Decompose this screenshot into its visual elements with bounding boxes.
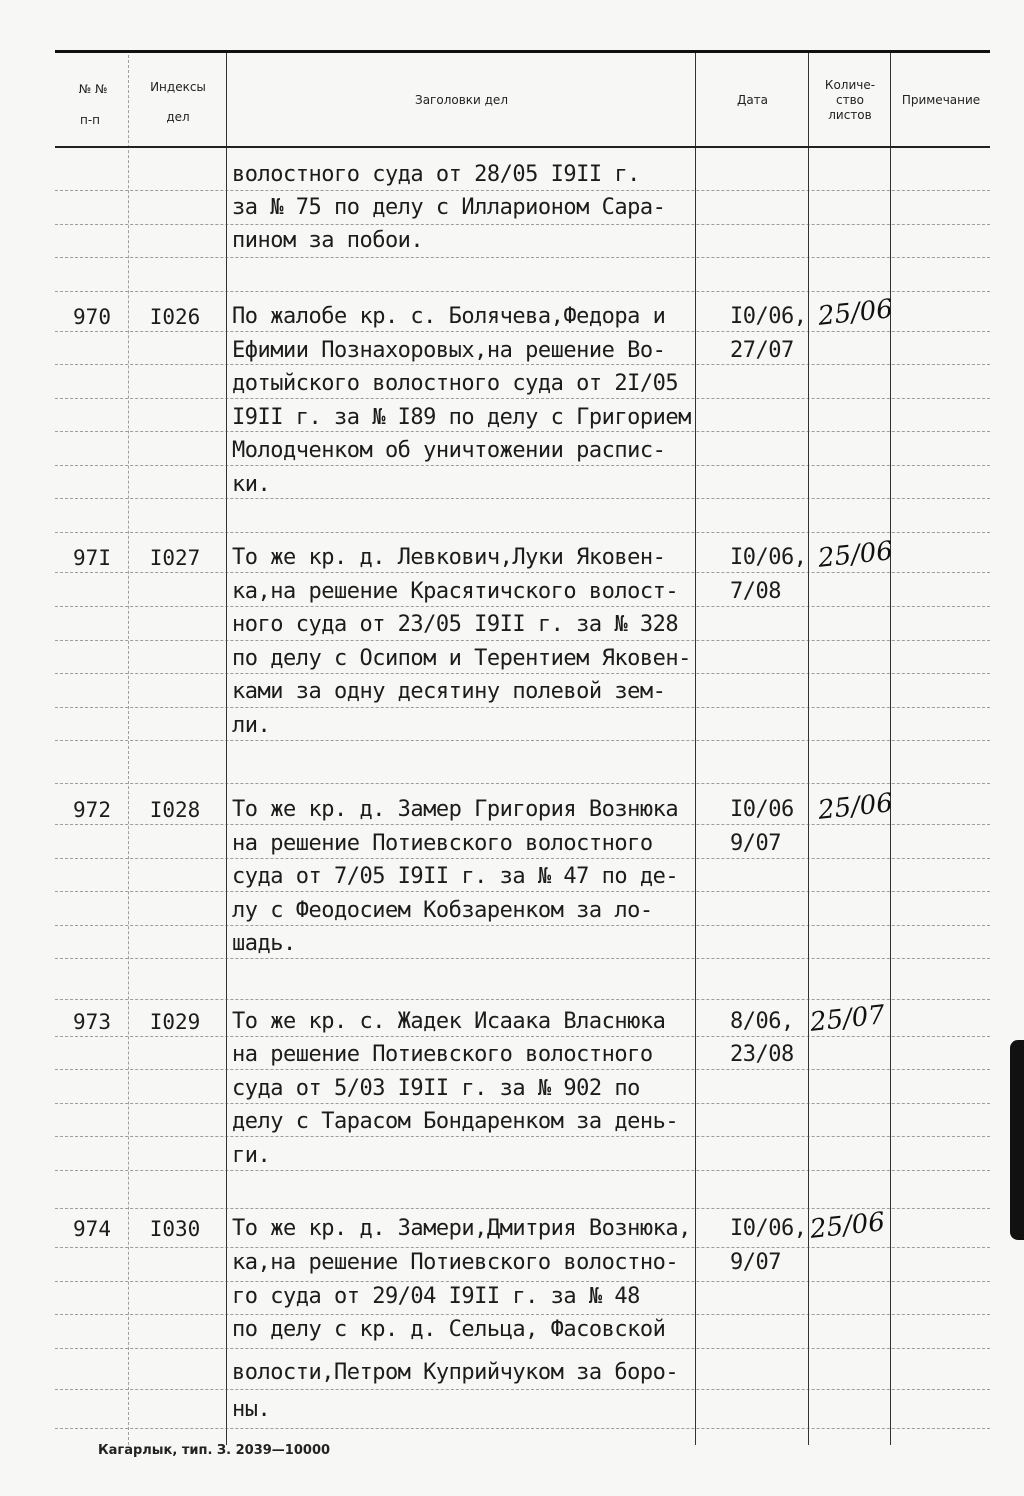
- ruled-line: [55, 958, 990, 959]
- header-num-bottom: п-п: [79, 113, 101, 127]
- entry-title-line: То же кр. д. Замери,Дмитрия Вознюка,: [232, 1216, 691, 1241]
- header-sheets-1: Количе-: [824, 78, 876, 92]
- ruled-line: [55, 1103, 990, 1104]
- ruled-line: [55, 572, 990, 573]
- ruled-line: [55, 999, 990, 1000]
- ruled-line: [55, 824, 990, 825]
- column-divider: [695, 50, 696, 1445]
- entry-title-line: ками за одну десятину полевой зем-: [232, 679, 666, 704]
- ruled-line: [55, 498, 990, 499]
- ruled-line: [55, 1170, 990, 1171]
- header-index-top: Индексы: [150, 80, 206, 94]
- entry-sheets-handwritten: 25/06: [816, 536, 895, 574]
- entry-title-line: Ефимии Познахоровых,на решение Во-: [232, 338, 666, 363]
- ruled-line: [55, 1069, 990, 1070]
- header-titles: Заголовки дел: [415, 93, 508, 107]
- entry-title-line: суда от 5/03 I9II г. за № 902 по: [232, 1076, 640, 1101]
- entry-date-end: 27/07: [730, 338, 794, 363]
- entry-title-line: шадь.: [232, 931, 296, 956]
- column-divider: [808, 50, 809, 1445]
- entry-sheets-handwritten: 25/06: [816, 294, 895, 332]
- entry-title-line: То же кр. д. Замер Григория Вознюка: [232, 797, 679, 822]
- ruled-line: [55, 1389, 990, 1390]
- entry-number: 970: [73, 305, 111, 329]
- header-sheets-2: ство: [835, 93, 864, 107]
- ruled-line: [55, 673, 990, 674]
- ruled-line: [55, 465, 990, 466]
- entry-title-line: ка,на решение Красятичского волост-: [232, 579, 679, 604]
- ruled-line: [55, 291, 990, 292]
- entry-title-line: по делу с Осипом и Терентием Яковен-: [232, 646, 691, 671]
- ruled-line: [55, 532, 990, 533]
- entry-date-start: I0/06: [730, 797, 794, 822]
- ruled-line: [55, 1281, 990, 1282]
- ruled-line: [55, 707, 990, 708]
- entry-date-end: 7/08: [730, 579, 781, 604]
- ruled-line: [55, 1428, 990, 1429]
- ruled-line: [55, 1247, 990, 1248]
- continuation-line: за № 75 по делу с Илларионом Сара-: [232, 195, 666, 220]
- entry-title-line: ки.: [232, 472, 271, 497]
- entry-index: I027: [149, 546, 201, 570]
- entry-title-line: ли.: [232, 713, 271, 738]
- entry-date-start: I0/06,: [730, 545, 807, 570]
- ruled-line: [55, 431, 990, 432]
- continuation-line: волостного суда от 28/05 I9II г.: [232, 162, 640, 187]
- ruled-line: [55, 1314, 990, 1315]
- ruled-line: [55, 1036, 990, 1037]
- ruled-line: [55, 224, 990, 225]
- ruled-line: [55, 606, 990, 607]
- header-top-rule: [55, 50, 990, 53]
- ruled-line: [55, 1208, 990, 1209]
- ruled-line: [55, 364, 990, 365]
- header-bottom-rule: [55, 146, 990, 148]
- entry-title-line: I9II г. за № I89 по делу с Григорием: [232, 405, 691, 430]
- entry-date-start: I0/06,: [730, 1216, 807, 1241]
- ruled-line: [55, 398, 990, 399]
- entry-date-end: 9/07: [730, 1250, 781, 1275]
- entry-index: I029: [149, 1010, 201, 1034]
- entry-number: 97I: [73, 546, 111, 570]
- entry-title-line: По жалобе кр. с. Болячева,Федора и: [232, 304, 666, 329]
- entry-title-line: ка,на решение Потиевского волостно-: [232, 1250, 679, 1275]
- header-sheets-3: листов: [828, 108, 872, 122]
- entry-date-end: 9/07: [730, 831, 781, 856]
- entry-sheets-handwritten: 25/06: [808, 1207, 887, 1245]
- ruled-line: [55, 1348, 990, 1349]
- entry-title-line: волости,Петром Куприйчуком за боро-: [232, 1360, 679, 1385]
- entry-date-end: 23/08: [730, 1042, 794, 1067]
- ruled-line: [55, 257, 990, 258]
- ruled-line: [55, 640, 990, 641]
- ruled-line: [55, 331, 990, 332]
- entry-title-line: лу с Феодосием Кобзаренком за ло-: [232, 898, 653, 923]
- header-note: Примечание: [901, 93, 981, 107]
- scan-edge-blot: [1010, 1040, 1024, 1240]
- entry-number: 973: [73, 1010, 111, 1034]
- ruled-line: [55, 740, 990, 741]
- entry-index: I030: [149, 1217, 201, 1241]
- column-divider: [226, 50, 227, 1445]
- entry-title-line: То же кр. с. Жадек Исаака Власнюка: [232, 1009, 666, 1034]
- entry-date-start: I0/06,: [730, 304, 807, 329]
- entry-sheets-handwritten: 25/07: [808, 1000, 887, 1038]
- ruled-line: [55, 1136, 990, 1137]
- entry-title-line: ги.: [232, 1143, 271, 1168]
- entry-date-start: 8/06,: [730, 1009, 794, 1034]
- entry-index: I026: [149, 305, 201, 329]
- header-num-top: № №: [78, 82, 108, 96]
- entry-title-line: го суда от 29/04 I9II г. за № 48: [232, 1284, 640, 1309]
- entry-title-line: на решение Потиевского волостного: [232, 1042, 653, 1067]
- entry-title-line: ного суда от 23/05 I9II г. за № 328: [232, 612, 679, 637]
- ruled-line: [55, 190, 990, 191]
- column-divider: [128, 50, 129, 1445]
- entry-title-line: Молодченком об уничтожении распис-: [232, 438, 666, 463]
- entry-title-line: ны.: [232, 1397, 271, 1422]
- entry-title-line: дотыйского волостного суда от 2I/05: [232, 371, 679, 396]
- printer-imprint: Кагарлык, тип. З. 2039—10000: [98, 1443, 331, 1458]
- header-date: Дата: [736, 93, 769, 107]
- column-divider: [890, 50, 891, 1445]
- entry-number: 972: [73, 798, 111, 822]
- header-index-bottom: дел: [166, 110, 190, 124]
- entry-title-line: суда от 7/05 I9II г. за № 47 по де-: [232, 864, 679, 889]
- continuation-line: пином за побои.: [232, 228, 424, 253]
- entry-number: 974: [73, 1217, 111, 1241]
- entry-title-line: То же кр. д. Левкович,Луки Яковен-: [232, 545, 666, 570]
- ruled-line: [55, 783, 990, 784]
- entry-title-line: на решение Потиевского волостного: [232, 831, 653, 856]
- ruled-line: [55, 925, 990, 926]
- entry-index: I028: [149, 798, 201, 822]
- ruled-line: [55, 858, 990, 859]
- entry-sheets-handwritten: 25/06: [816, 788, 895, 826]
- ruled-line: [55, 891, 990, 892]
- entry-title-line: делу с Тарасом Бондаренком за день-: [232, 1109, 679, 1134]
- entry-title-line: по делу с кр. д. Сельца, Фасовской: [232, 1317, 666, 1342]
